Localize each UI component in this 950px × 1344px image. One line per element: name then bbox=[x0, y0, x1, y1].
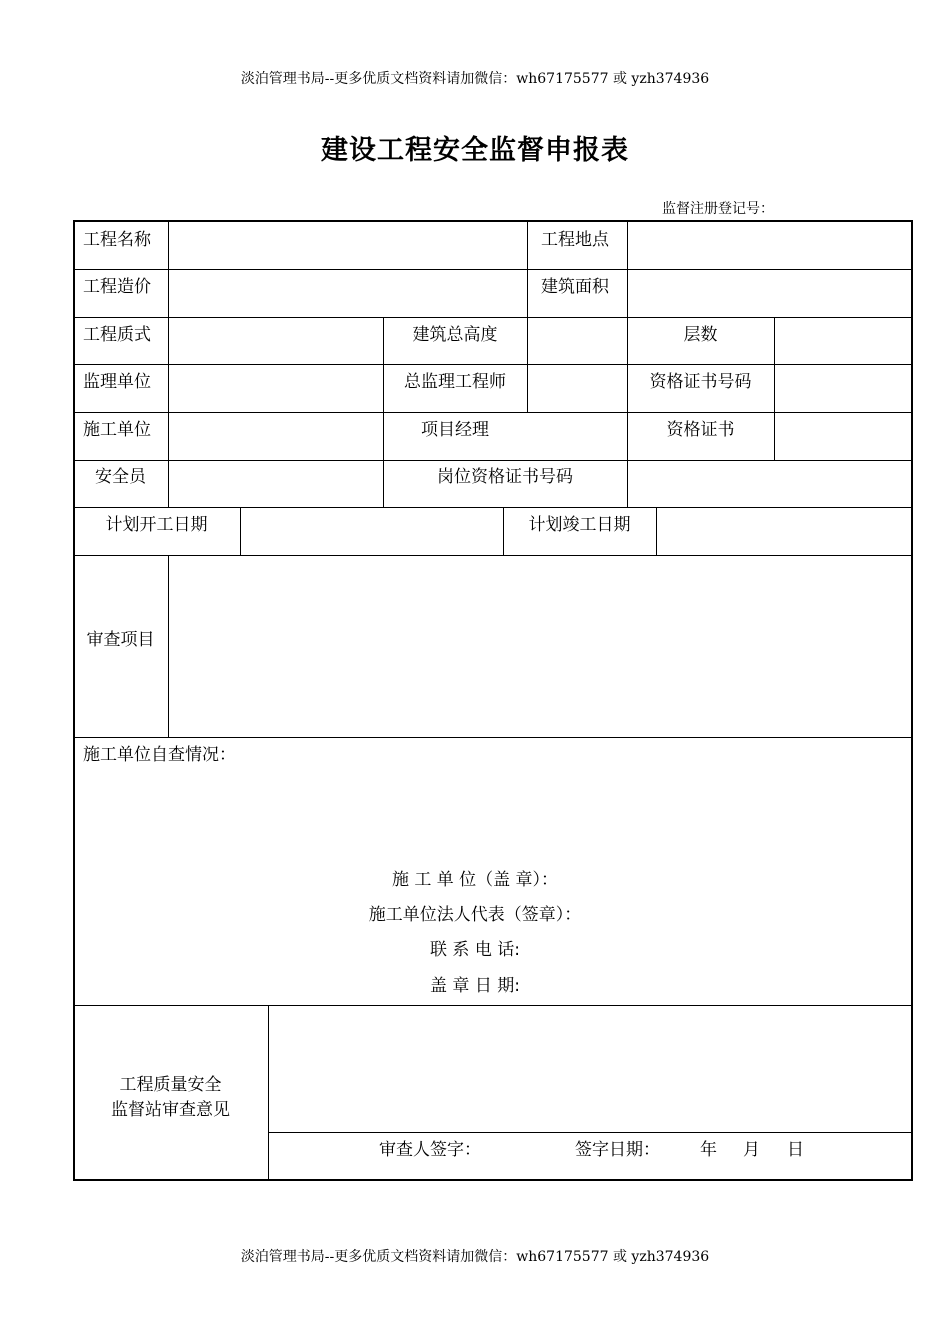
page-header: 淡泊管理书局--更多优质文档资料请加微信：wh67175577 或 yzh374936 bbox=[240, 71, 710, 87]
floors-label: 层数 bbox=[683, 325, 718, 345]
row-divider bbox=[73, 737, 913, 738]
col-divider bbox=[268, 1005, 269, 1181]
planned-start-label: 计划开工日期 bbox=[105, 515, 208, 535]
station-label-line2: 监督站审查意见 bbox=[111, 1100, 230, 1120]
registration-number-label: 监督注册登记号： bbox=[662, 201, 774, 217]
row-divider bbox=[73, 507, 913, 508]
post-cert-no-label: 岗位资格证书号码 bbox=[437, 467, 573, 487]
qualification-cert-label: 资格证书 bbox=[666, 420, 735, 440]
chief-supervisor-label: 总监理工程师 bbox=[404, 372, 506, 392]
row-divider bbox=[73, 1005, 913, 1006]
review-items-label: 审查项目 bbox=[86, 630, 155, 650]
reviewer-signature-label: 审查人签字： bbox=[379, 1140, 481, 1160]
project-quality-label: 工程质式 bbox=[83, 325, 151, 345]
project-cost-label: 工程造价 bbox=[83, 277, 151, 297]
row-divider bbox=[73, 269, 913, 270]
col-divider bbox=[656, 507, 657, 555]
building-height-label: 建筑总高度 bbox=[412, 325, 498, 345]
col-divider bbox=[240, 507, 241, 555]
page-footer: 淡泊管理书局--更多优质文档资料请加微信：wh67175577 或 yzh374936 bbox=[240, 1249, 710, 1265]
year-label: 年 bbox=[700, 1140, 717, 1160]
stamp-date-line: 盖 章 日 期: bbox=[430, 976, 520, 996]
col-divider bbox=[627, 221, 628, 508]
station-label-line1: 工程质量安全 bbox=[119, 1075, 222, 1095]
legal-rep-line: 施工单位法人代表（签章）： bbox=[368, 905, 582, 925]
phone-line: 联 系 电 话: bbox=[430, 940, 520, 960]
project-location-label: 工程地点 bbox=[541, 230, 609, 250]
construction-unit-label: 施工单位 bbox=[83, 420, 151, 440]
row-divider bbox=[73, 412, 913, 413]
form-title: 建设工程安全监督申报表 bbox=[321, 135, 629, 166]
supervision-unit-label: 监理单位 bbox=[83, 372, 151, 392]
col-divider bbox=[168, 555, 169, 738]
col-divider bbox=[774, 317, 775, 461]
row-divider bbox=[268, 1132, 913, 1133]
row-divider bbox=[73, 460, 913, 461]
qualification-cert-no-label: 资格证书号码 bbox=[649, 372, 752, 392]
project-name-label: 工程名称 bbox=[83, 230, 151, 250]
row-divider bbox=[73, 317, 913, 318]
month-label: 月 bbox=[743, 1140, 760, 1160]
row-divider bbox=[73, 364, 913, 365]
day-label: 日 bbox=[787, 1140, 804, 1160]
col-divider bbox=[527, 221, 528, 413]
unit-stamp-line: 施 工 单 位（盖 章）： bbox=[391, 870, 559, 890]
planned-end-label: 计划竣工日期 bbox=[528, 515, 631, 535]
sign-date-label: 签字日期： bbox=[575, 1140, 660, 1160]
col-divider bbox=[168, 221, 169, 508]
building-area-label: 建筑面积 bbox=[541, 277, 609, 297]
self-check-label: 施工单位自查情况： bbox=[83, 745, 236, 765]
row-divider bbox=[73, 555, 913, 556]
safety-officer-label: 安全员 bbox=[95, 467, 146, 487]
project-manager-label: 项目经理 bbox=[421, 420, 489, 440]
